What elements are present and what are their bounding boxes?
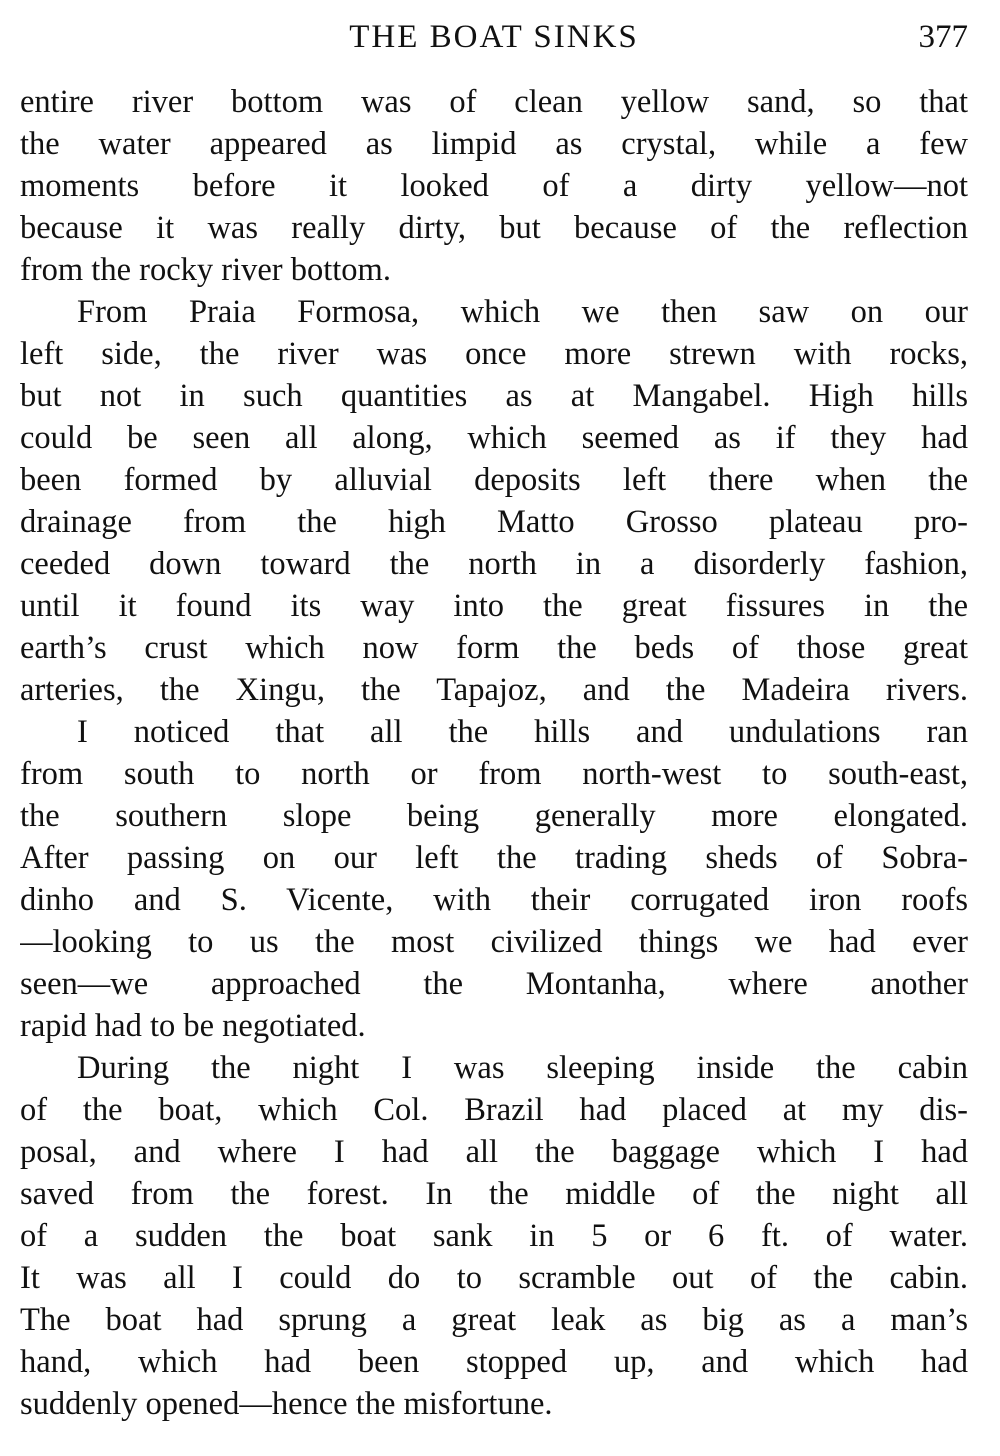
text-line: left side, the river was once more strewn with rocks, (20, 336, 968, 372)
text-line: from the rocky river bottom. (20, 252, 391, 288)
text-line: rapid had to be negotiated. (20, 1008, 366, 1044)
text-line: During the night I was sleeping inside the cabin (77, 1050, 968, 1086)
paragraph-hills (20, 711, 968, 1047)
running-head (20, 14, 968, 60)
paragraph-praia-formosa (20, 291, 968, 711)
page-number: 377 (918, 19, 968, 55)
text-line: ceeded down toward the north in a disorderly fashion, (20, 546, 968, 582)
paragraph-boat-sinks (20, 1047, 968, 1425)
text-line: the southern slope being generally more elongated. (20, 798, 968, 834)
chapter-running-title: THE BOAT SINKS (349, 19, 639, 55)
text-line: drainage from the high Matto Grosso plateau pro- (20, 504, 968, 540)
text-line: arteries, the Xingu, the Tapajoz, and the Madeira rivers. (20, 672, 968, 708)
text-line: dinho and S. Vicente, with their corrugated iron roofs (20, 882, 968, 918)
text-line: the water appeared as limpid as crystal, while a few (20, 126, 968, 162)
text-line: It was all I could do to scramble out of the cabin. (20, 1260, 968, 1296)
text-line: I noticed that all the hills and undulations ran (77, 714, 968, 750)
text-line: of a sudden the boat sank in 5 or 6 ft. of water. (20, 1218, 968, 1254)
text-line: hand, which had been stopped up, and which had (20, 1344, 968, 1380)
text-line: From Praia Formosa, which we then saw on our (77, 294, 968, 330)
text-line: earth’s crust which now form the beds of those great (20, 630, 968, 666)
paragraph-continuation (20, 81, 968, 291)
text-line: suddenly opened—hence the misfortune. (20, 1386, 553, 1422)
text-line: saved from the forest. In the middle of the night all (20, 1176, 968, 1212)
text-line: from south to north or from north-west to south-east, (20, 756, 968, 792)
text-line: could be seen all along, which seemed as if they had (20, 420, 968, 456)
text-line: until it found its way into the great fissures in the (20, 588, 968, 624)
text-line: but not in such quantities as at Mangabel. High hills (20, 378, 968, 414)
text-line: because it was really dirty, but because of the reflection (20, 210, 968, 246)
text-line: been formed by alluvial deposits left there when the (20, 462, 968, 498)
text-line: The boat had sprung a great leak as big as a man’s (20, 1302, 968, 1338)
text-line: entire river bottom was of clean yellow sand, so that (20, 84, 968, 120)
body-text (20, 81, 968, 1425)
text-line: After passing on our left the trading sheds of Sobra- (20, 840, 968, 876)
text-line: posal, and where I had all the baggage which I had (20, 1134, 968, 1170)
text-line: —looking to us the most civilized things we had ever (20, 924, 968, 960)
text-line: moments before it looked of a dirty yellow—not (20, 168, 968, 204)
text-line: seen—we approached the Montanha, where another (20, 966, 968, 1002)
text-line: of the boat, which Col. Brazil had placed at my dis- (20, 1092, 968, 1128)
